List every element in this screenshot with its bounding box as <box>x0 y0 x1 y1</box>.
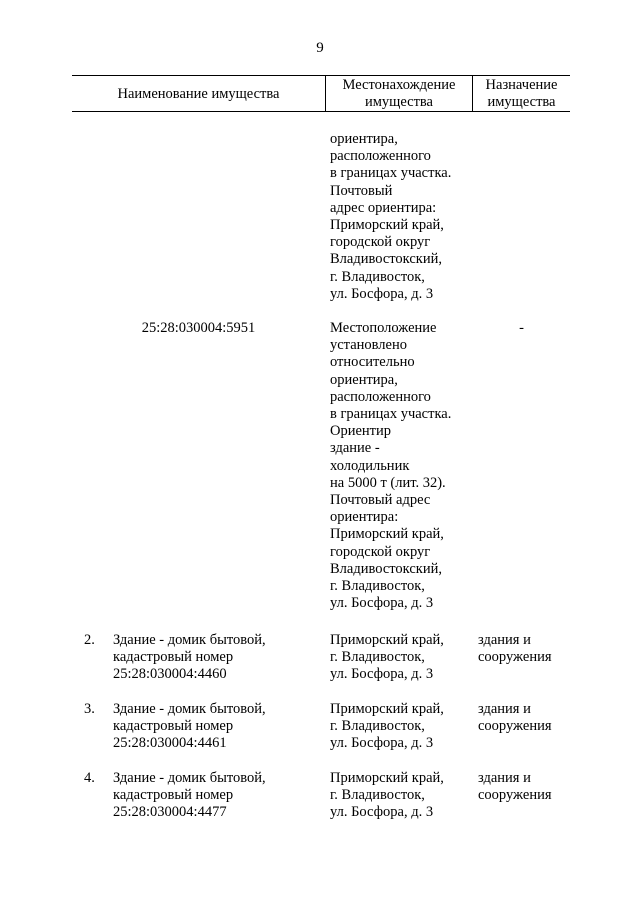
row-number: 4. <box>84 770 95 786</box>
table-header-top-rule <box>72 75 570 76</box>
header-name: Наименование имущества <box>117 86 280 102</box>
parcel-location: Местоположение установлено относительно ориентира, расположенного в границах участка. Ориентир здание - холодильник на 5000 т (лит. 32). Почтовый адрес ориентира: Приморский край, городской округ Владивостокский, г. Владивосток, ул. Босфора, д. 3 <box>330 320 452 612</box>
row-location: Приморский край, г. Владивосток, ул. Босфора, д. 3 <box>330 770 444 821</box>
row-name: Здание - домик бытовой, кадастровый номер 25:28:030004:4460 <box>113 632 266 683</box>
row-location: Приморский край, г. Владивосток, ул. Босфора, д. 3 <box>330 701 444 752</box>
row-purpose: здания и сооружения <box>478 770 552 804</box>
parcel-cadastral-number: 25:28:030004:5951 <box>141 320 256 336</box>
header-location: Местонахождение имущества <box>342 77 456 110</box>
row-location: Приморский край, г. Владивосток, ул. Босфора, д. 3 <box>330 632 444 683</box>
row-name: Здание - домик бытовой, кадастровый номер 25:28:030004:4461 <box>113 701 266 752</box>
table-header-bottom-rule <box>72 111 570 112</box>
page-number: 9 <box>316 40 324 56</box>
continuation-location: ориентира, расположенного в границах участка. Почтовый адрес ориентира: Приморский край, городской округ Владивостокский, г. Владивосток, ул. Босфора, д. 3 <box>330 131 452 302</box>
row-purpose: здания и сооружения <box>478 632 552 666</box>
header-purpose: Назначение имущества <box>485 77 558 110</box>
parcel-purpose: - <box>519 320 524 336</box>
row-purpose: здания и сооружения <box>478 701 552 735</box>
row-name: Здание - домик бытовой, кадастровый номер 25:28:030004:4477 <box>113 770 266 821</box>
row-number: 3. <box>84 701 95 717</box>
row-number: 2. <box>84 632 95 648</box>
